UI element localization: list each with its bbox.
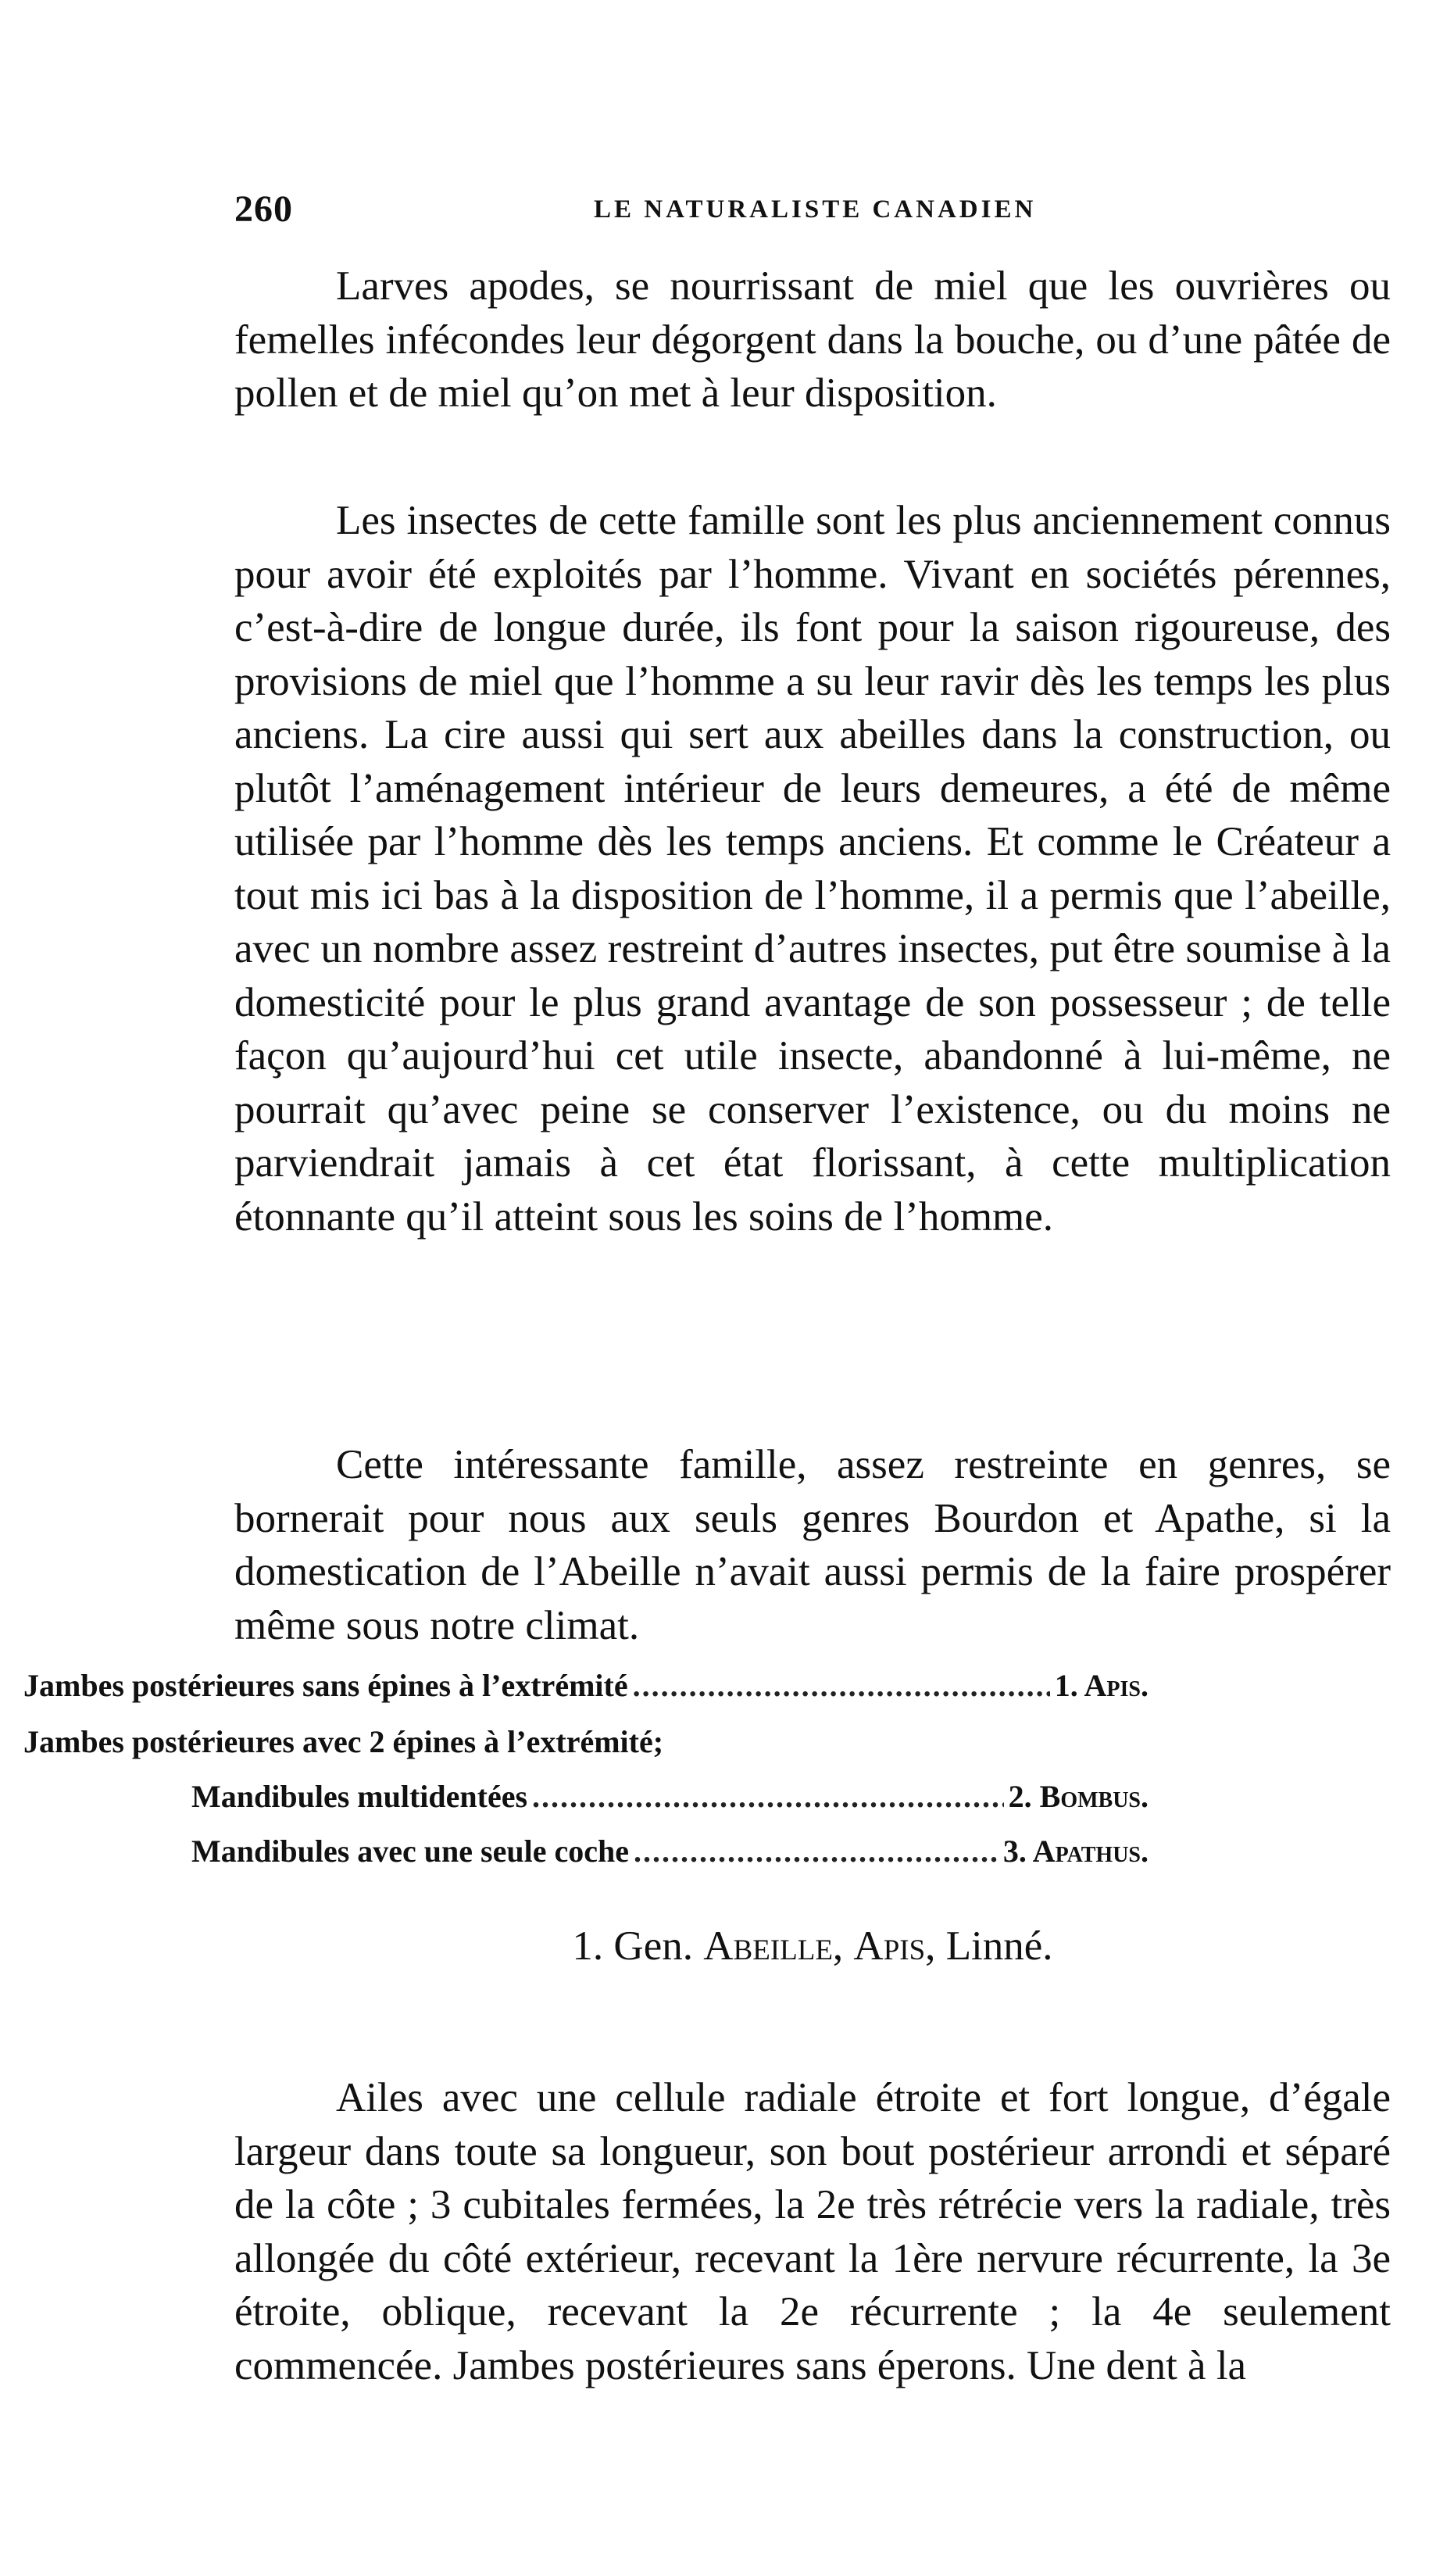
genus-number: 1. Gen.	[572, 1923, 693, 1969]
paragraph-history: Les insectes de cette famille sont les plus anciennement connus pour avoir été exploités par l’homme. Vivant en sociétés pérennes, c’est-à-dire de longue durée, ils font pour la saison rigoureuse, des provisions de miel que l’homme a su leur ravir dès les temps les plus anciens. La cire aussi qui sert aux abeilles dans la construction, ou plutôt l’aménagement intérieur de leurs demeures, a été de même utilisée par l’homme dès les temps anciens. Et comme le Créateur a tout mis ici bas à la disposition de l’homme, il a permis que l’abeille, avec un nombre assez restreint d’autres insectes, put être soumise à la domesticité pour le plus grand avantage de son possesseur ; de telle façon qu’aujourd’hui cet utile insecte, abandonné à lui-même, ne pourrait qu’avec peine se conserver l’existence, ou du moins ne parviendrait jamais à cet état florissant, à cette multiplication étonnante qu’il atteint sous les soins de l’homme.	[234, 498, 1391, 1240]
genus-author: Linné.	[945, 1923, 1053, 1969]
genus-name-latin: Apis,	[853, 1923, 936, 1969]
leader-dots	[633, 1667, 1050, 1704]
key-line-text: Jambes postérieures avec 2 épines à l’extrémité;	[23, 1724, 664, 1759]
running-title: LE NATURALISTE CANADIEN	[594, 195, 1037, 224]
page-number: 260	[234, 188, 293, 230]
key-line	[23, 1667, 1149, 1714]
key-line-text: Jambes postérieures sans épines à l’extrémité	[23, 1668, 628, 1703]
genus-heading	[234, 1923, 1391, 1970]
page-header	[234, 188, 1090, 250]
leader-dots	[532, 1778, 1004, 1815]
paragraph-genus-description: Ailes avec une cellule radiale étroite et fort longue, d’égale largeur dans toute sa longueur, son bout postérieur arrondi et séparé de la côte ; 3 cubitales fermées, la 2e très rétrécie vers la radiale, très allongée du côté extérieur, recevant la 1ère nervure récurrente, la 3e étroite, oblique, recevant la 2e récurrente ; la 4e seulement commencée. Jambes postérieures sans éperons. Une dent à la	[234, 2075, 1391, 2388]
key-line-text: Mandibules avec une seule coche	[191, 1834, 629, 1869]
key-line-result: 1. Apis.	[1054, 1668, 1149, 1703]
key-line-result: 2. Bombus.	[1008, 1779, 1149, 1814]
key-line	[191, 1833, 1149, 1880]
leader-dots	[634, 1833, 999, 1869]
key-line-text: Mandibules multidentées	[191, 1779, 528, 1814]
key-line-result: 3. Apathus.	[1002, 1834, 1149, 1869]
key-line	[23, 1723, 1149, 1770]
genus-name-fr: Abeille,	[703, 1923, 844, 1969]
paragraph-larvae: Larves apodes, se nourrissant de miel que les ouvrières ou femelles infécondes leur dégorgent dans la bouche, ou d’une pâtée de pollen et de miel qu’on met à leur disposition.	[234, 263, 1391, 416]
paragraph-family: Cette intéressante famille, assez restreinte en genres, se bornerait pour nous aux seuls genres Bourdon et Apathe, si la domestication de l’Abeille n’avait aussi permis de la faire prospérer même sous notre climat.	[234, 1442, 1391, 1648]
key-line	[191, 1778, 1149, 1825]
